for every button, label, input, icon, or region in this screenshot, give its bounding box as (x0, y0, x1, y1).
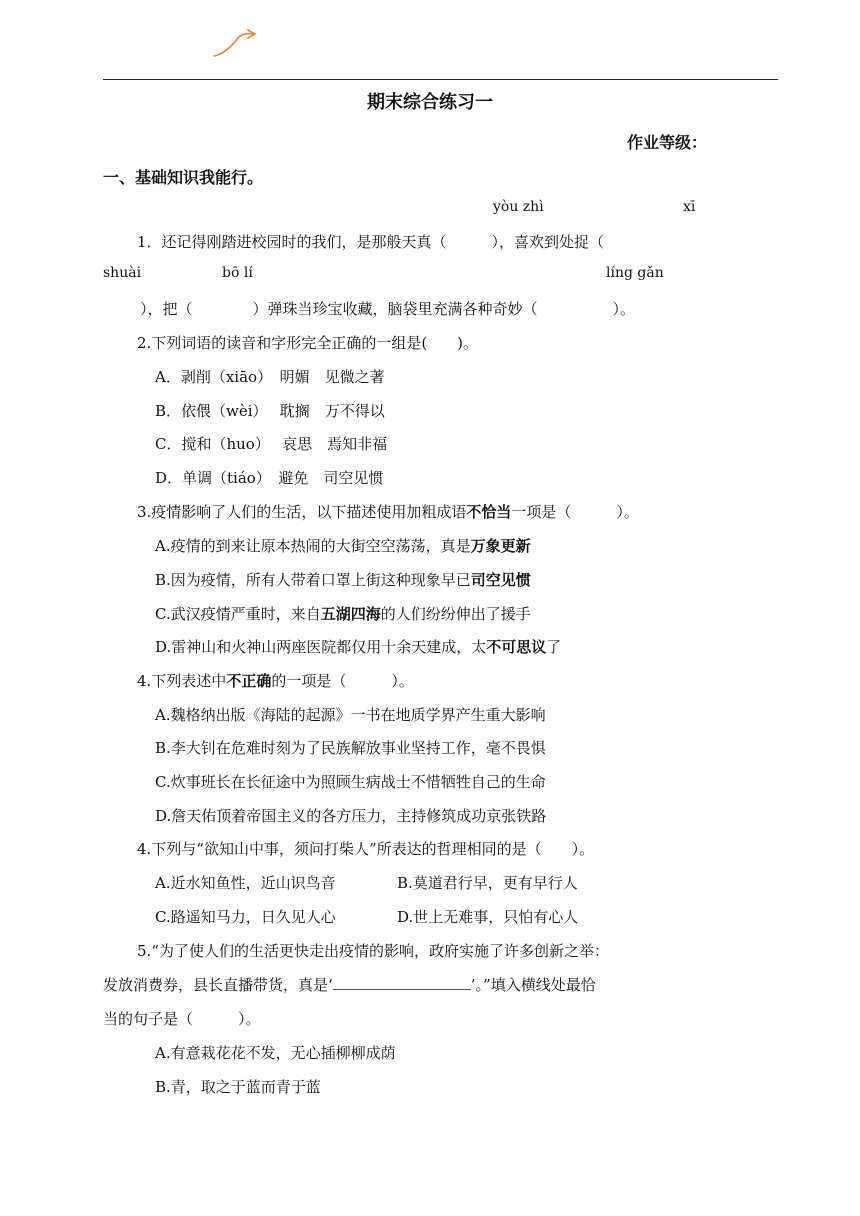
q4b-stem: 4.下列与“欲知山中事，须问打柴人”所表达的哲理相同的是（ ）。 (137, 840, 595, 858)
q5-option-b: B.青，取之于蓝而青于蓝 (155, 1078, 321, 1096)
q2-option-d: D．单调（tiáo） 避免 司空见惯 (155, 469, 384, 487)
q4b-option-a: A.近水知鱼性，近山识鸟音 (155, 874, 336, 892)
q4a-option-b: B.李大钊在危难时刻为了民族解放事业坚持工作，毫不畏惧 (155, 739, 546, 757)
q5-line1: 5.“为了使人们的生活更快走出疫情的影响，政府实施了许多创新之举： (137, 942, 609, 960)
header-rule (103, 79, 778, 80)
q3-stem-bold: 不恰当 (466, 503, 512, 521)
grade-label: 作业等级： (626, 133, 707, 152)
q2-option-b: B．依偎（wèi） 耽搁 万不得以 (155, 402, 385, 420)
q1-line1: 1．还记得刚踏进校园时的我们，是那般天真（ ），喜欢到处捉（ (137, 233, 605, 251)
q2-option-c: C．搅和（huo） 哀思 焉知非福 (155, 435, 388, 453)
q4a-stem: 4.下列表述中不正确的一项是（ ）。 (137, 672, 414, 690)
q2-stem: 2.下列词语的读音和字形完全正确的一组是( )。 (137, 334, 479, 352)
q3-option-b: B.因为疫情，所有人带着口罩上街这种现象早已司空见惯 (155, 571, 531, 589)
q4a-option-d: D.詹天佑顶着帝国主义的各方压力，主持修筑成功京张铁路 (155, 807, 547, 825)
q4b-option-b: B.莫道君行早，更有早行人 (397, 874, 578, 892)
answer-blank (333, 975, 471, 990)
pinyin-you-zhi: yòu zhì (493, 199, 544, 215)
pinyin-bo-li: bō lí (222, 265, 253, 281)
q3-stem: 3.疫情影响了人们的生活，以下描述使用加粗成语不恰当一项是（ ）。 (137, 503, 639, 521)
q3-option-a: A.疫情的到来让原本热闹的大街空空荡荡，真是万象更新 (155, 537, 531, 555)
publisher-logo-icon (210, 28, 262, 62)
page-title: 期末综合练习一 (367, 92, 493, 113)
pinyin-xi: xī (683, 199, 696, 215)
q4b-option-d: D.世上无难事，只怕有心人 (397, 908, 579, 926)
q5-line3: 当的句子是（ ）。 (103, 1010, 261, 1028)
q2-option-a: A．剥削（xiāo） 明媚 见微之著 (155, 368, 385, 386)
pinyin-ling-gan: líng gǎn (606, 265, 664, 281)
section-heading: 一、基础知识我能行。 (103, 168, 264, 187)
q3-option-c: C.武汉疫情严重时，来自五湖四海的人们纷纷伸出了援手 (155, 605, 531, 623)
q3-option-d: D.雷神山和火神山两座医院都仅用十余天建成，太不可思议了 (155, 638, 562, 656)
q1-line2: ），把（ ）弹珠当珍宝收藏，脑袋里充满各种奇妙（ ）。 (140, 300, 636, 318)
q5-option-a: A.有意栽花花不发，无心插柳柳成荫 (155, 1044, 396, 1062)
q4a-option-c: C.炊事班长在长征途中为照顾生病战士不惜牺牲自己的生命 (155, 773, 546, 791)
q5-line2: 发放消费券，县长直播带货，真是‘ ’。”填入横线处最恰 (103, 976, 596, 994)
q4a-stem-bold: 不正确 (226, 672, 272, 690)
q4b-option-c: C.路遥知马力，日久见人心 (155, 908, 336, 926)
q4a-option-a: A.魏格纳出版《海陆的起源》一书在地质学界产生重大影响 (155, 706, 546, 724)
pinyin-shuai: shuài (103, 265, 142, 281)
